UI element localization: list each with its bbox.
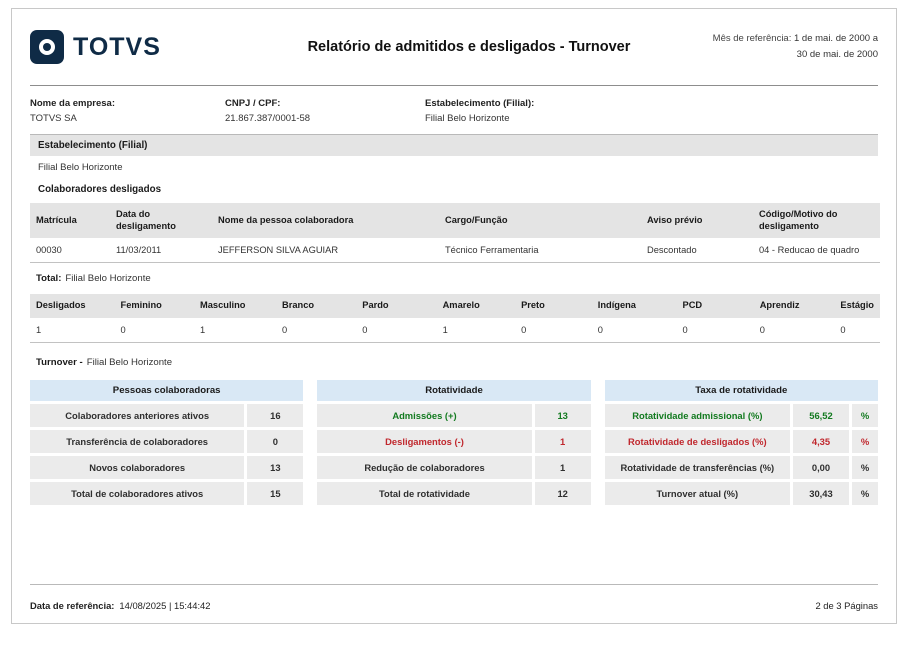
reference-label: Mês de referência: bbox=[712, 33, 792, 45]
card-row-value: 13 bbox=[535, 404, 591, 427]
branch-total-value: Filial Belo Horizonte bbox=[65, 273, 151, 285]
demographics-table bbox=[30, 294, 880, 343]
card-row bbox=[317, 482, 590, 505]
card-row-suffix: % bbox=[852, 456, 878, 479]
col-pcd: PCD bbox=[677, 294, 754, 318]
val-indigena: 0 bbox=[597, 324, 603, 335]
company-name-block bbox=[30, 98, 225, 124]
footer-page-current: 2 bbox=[815, 600, 821, 611]
reference-connector: a bbox=[872, 33, 878, 45]
card-row-label: Novos colaboradores bbox=[30, 456, 244, 479]
branch-total-line bbox=[30, 265, 878, 290]
company-doc-value: 21.867.387/0001-58 bbox=[225, 113, 311, 124]
col-nome: Nome da pessoa colaboradora bbox=[212, 203, 439, 238]
col-amarelo: Amarelo bbox=[437, 294, 515, 318]
card-row-suffix: % bbox=[852, 430, 878, 453]
card-pessoas-colaboradoras bbox=[30, 380, 303, 505]
reference-period bbox=[678, 31, 878, 62]
card-row-label: Rotatividade de transferências (%) bbox=[605, 456, 790, 479]
card-title: Taxa de rotatividade bbox=[605, 380, 878, 401]
turnover-branch: Filial Belo Horizonte bbox=[86, 356, 173, 368]
card-row-value: 15 bbox=[247, 482, 303, 505]
val-desligados: 1 bbox=[36, 324, 42, 335]
col-aprendiz: Aprendiz bbox=[754, 294, 835, 318]
card-row-label: Turnover atual (%) bbox=[605, 482, 790, 505]
card-row bbox=[317, 430, 590, 453]
card-row-value: 0,00 bbox=[793, 456, 849, 479]
company-branch-block bbox=[425, 98, 705, 124]
company-name-value: TOTVS SA bbox=[30, 113, 77, 124]
brand-logo bbox=[30, 30, 260, 64]
val-masculino: 1 bbox=[200, 324, 206, 335]
card-row-label: Rotatividade de desligados (%) bbox=[605, 430, 790, 453]
card-row bbox=[30, 404, 303, 427]
val-estagio: 0 bbox=[840, 324, 846, 335]
dismissed-section-title: Colaboradores desligados bbox=[38, 184, 162, 195]
branch-section-name: Filial Belo Horizonte bbox=[38, 162, 123, 173]
footer-date-label: Data de referência: bbox=[30, 600, 115, 611]
card-row-label: Redução de colaboradores bbox=[317, 456, 531, 479]
val-branco: 0 bbox=[282, 324, 288, 335]
footer-pagination bbox=[815, 600, 878, 611]
summary-cards bbox=[30, 380, 878, 505]
cell-data: 11/03/2011 bbox=[116, 245, 162, 256]
reference-end: 30 de mai. de 2000 bbox=[796, 49, 878, 60]
col-masculino: Masculino bbox=[194, 294, 276, 318]
cell-matricula: 00030 bbox=[36, 245, 62, 256]
val-preto: 0 bbox=[521, 324, 527, 335]
turnover-section-line bbox=[30, 349, 878, 372]
card-row bbox=[317, 404, 590, 427]
card-taxa-rotatividade bbox=[605, 380, 878, 505]
card-row-value: 12 bbox=[535, 482, 591, 505]
company-branch-label: Estabelecimento (Filial): bbox=[425, 98, 535, 109]
card-row bbox=[605, 430, 878, 453]
footer-date-value: 14/08/2025 | 15:44:42 bbox=[119, 600, 211, 611]
totvs-hexagon-logo-icon bbox=[30, 30, 64, 64]
col-feminino: Feminino bbox=[115, 294, 194, 318]
card-row bbox=[30, 456, 303, 479]
col-branco: Branco bbox=[276, 294, 356, 318]
col-preto: Preto bbox=[515, 294, 592, 318]
card-row bbox=[605, 404, 878, 427]
val-feminino: 0 bbox=[120, 324, 126, 335]
company-branch-value: Filial Belo Horizonte bbox=[425, 113, 510, 124]
cell-nome: JEFFERSON SILVA AGUIAR bbox=[218, 245, 339, 256]
page-title: Relatório de admitidos e desligados - Turnover bbox=[307, 39, 631, 55]
val-amarelo: 1 bbox=[442, 324, 448, 335]
report-header bbox=[12, 9, 896, 85]
reference-start: 1 de mai. de 2000 bbox=[794, 33, 871, 45]
company-name-label: Nome da empresa: bbox=[30, 98, 116, 109]
card-row-label: Admissões (+) bbox=[317, 404, 531, 427]
card-row-value: 30,43 bbox=[793, 482, 849, 505]
card-row-value: 56,52 bbox=[793, 404, 849, 427]
company-doc-block bbox=[225, 98, 425, 124]
turnover-label: Turnover - bbox=[36, 356, 83, 368]
footer-divider bbox=[30, 584, 878, 585]
col-data-desligamento: Data do desligamento bbox=[110, 203, 212, 238]
col-motivo: Código/Motivo do desligamento bbox=[753, 203, 880, 238]
card-row-value: 0 bbox=[247, 430, 303, 453]
card-row-value: 1 bbox=[535, 456, 591, 479]
table-row bbox=[30, 238, 880, 263]
card-row-label: Rotatividade admissional (%) bbox=[605, 404, 790, 427]
card-row bbox=[30, 482, 303, 505]
company-doc-label: CNPJ / CPF: bbox=[225, 98, 281, 109]
col-cargo: Cargo/Função bbox=[439, 203, 641, 238]
card-row-label: Transferência de colaboradores bbox=[30, 430, 244, 453]
card-row bbox=[30, 430, 303, 453]
card-row bbox=[317, 456, 590, 479]
col-estagio: Estágio bbox=[834, 294, 880, 318]
val-aprendiz: 0 bbox=[759, 324, 765, 335]
cell-motivo: 04 - Reducao de quadro bbox=[759, 245, 860, 256]
card-title: Pessoas colaboradoras bbox=[30, 380, 303, 401]
col-matricula: Matrícula bbox=[30, 203, 110, 238]
branch-total-label: Total: bbox=[36, 273, 62, 285]
card-rotatividade bbox=[317, 380, 590, 505]
card-row-label: Colaboradores anteriores ativos bbox=[30, 404, 244, 427]
dismissed-table-header-row bbox=[30, 203, 880, 238]
val-pcd: 0 bbox=[682, 324, 688, 335]
col-indigena: Indígena bbox=[592, 294, 677, 318]
footer-page-total: de 3 Páginas bbox=[823, 600, 878, 611]
col-desligados: Desligados bbox=[30, 294, 115, 318]
col-aviso-previo: Aviso prévio bbox=[641, 203, 753, 238]
card-row-value: 16 bbox=[247, 404, 303, 427]
card-row-value: 1 bbox=[535, 430, 591, 453]
company-info bbox=[12, 86, 896, 134]
card-row bbox=[605, 456, 878, 479]
card-row-label: Desligamentos (-) bbox=[317, 430, 531, 453]
table-row bbox=[30, 318, 880, 343]
col-pardo: Pardo bbox=[356, 294, 436, 318]
branch-section-band: Estabelecimento (Filial) bbox=[30, 135, 878, 156]
card-row-suffix: % bbox=[852, 482, 878, 505]
card-title: Rotatividade bbox=[317, 380, 590, 401]
cell-aviso: Descontado bbox=[647, 245, 697, 256]
demographics-header-row bbox=[30, 294, 880, 318]
card-row-value: 13 bbox=[247, 456, 303, 479]
card-row-value: 4,35 bbox=[793, 430, 849, 453]
val-pardo: 0 bbox=[362, 324, 368, 335]
card-row-suffix: % bbox=[852, 404, 878, 427]
card-row-label: Total de rotatividade bbox=[317, 482, 531, 505]
footer-date bbox=[30, 600, 210, 611]
cell-cargo: Técnico Ferramentaria bbox=[445, 245, 539, 256]
report-footer bbox=[30, 600, 878, 611]
card-row-label: Total de colaboradores ativos bbox=[30, 482, 244, 505]
card-row bbox=[605, 482, 878, 505]
dismissed-table bbox=[30, 203, 880, 263]
report-page bbox=[11, 8, 897, 624]
brand-name: TOTVS bbox=[73, 32, 161, 61]
